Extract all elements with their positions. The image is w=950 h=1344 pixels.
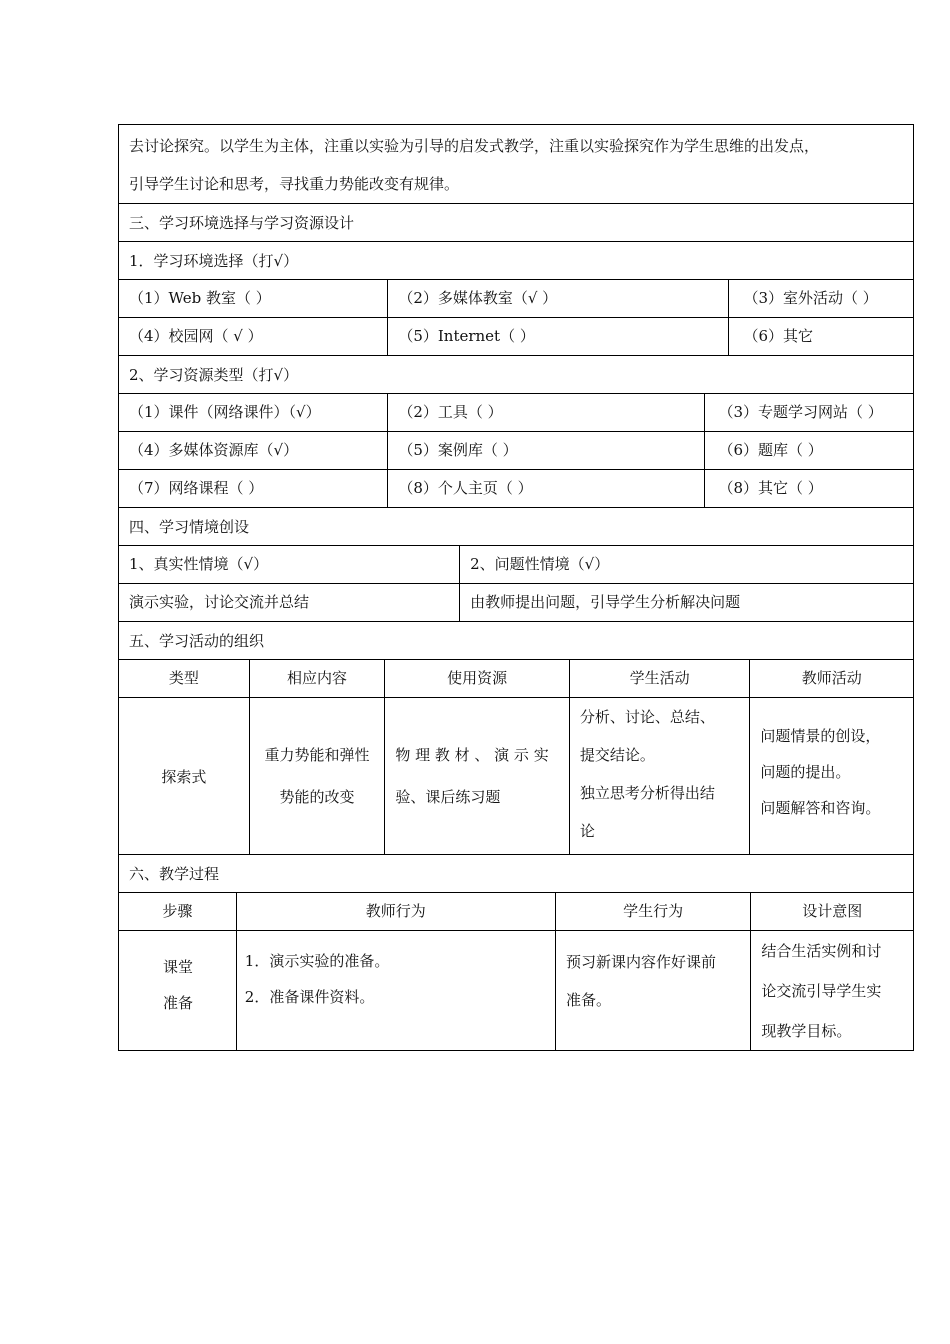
activity-content bbox=[250, 698, 386, 854]
section-heading-4: 四、学习情境创设 bbox=[118, 508, 914, 546]
resource-option: （3）专题学习网站（ ） bbox=[718, 403, 883, 421]
situation-desc-row bbox=[118, 584, 914, 622]
env-option: （5）Internet（ ） bbox=[388, 318, 729, 355]
resource-option: （2）工具（ ） bbox=[388, 394, 704, 431]
resources-line: 验、课后练习题 bbox=[395, 788, 501, 806]
process-row bbox=[118, 931, 914, 1051]
resource-option: （7）网络课程（ ） bbox=[119, 470, 388, 507]
resource-option: （4）多媒体资源库（√） bbox=[119, 432, 388, 469]
section-heading-6: 六、教学过程 bbox=[118, 855, 914, 893]
activity-teacher bbox=[750, 698, 913, 854]
header-cell: 设计意图 bbox=[802, 902, 863, 920]
teacher-action: 1．演示实验的准备。 bbox=[244, 952, 390, 970]
situation-real: 1、真实性情境（√） bbox=[119, 546, 460, 583]
resource-option: （1）课件（网络课件）（√） bbox=[119, 394, 388, 431]
resource-option: （8）其它（ ） bbox=[718, 479, 823, 497]
env-option: （6）其它 bbox=[743, 327, 813, 345]
intro-line-1: 去讨论探究。以学生为主体，注重以实验为引导的启发式教学，注重以实验探究作为学生思维的出发点， bbox=[129, 137, 820, 155]
intent-line: 结合生活实例和讨 bbox=[761, 942, 882, 960]
intro-paragraph bbox=[118, 124, 914, 204]
activity-type-text: 探索式 bbox=[161, 767, 207, 786]
resource-options-row-1 bbox=[118, 394, 914, 432]
activity-type bbox=[119, 698, 250, 854]
header-cell: 步骤 bbox=[119, 893, 237, 930]
env-option: （3）室外活动（ ） bbox=[743, 289, 878, 307]
situation-real-desc: 演示实验，讨论交流并总结 bbox=[119, 584, 460, 621]
intent-line: 现教学目标。 bbox=[761, 1022, 852, 1040]
resource-options-row-3 bbox=[118, 470, 914, 508]
student-action: 准备。 bbox=[565, 991, 611, 1009]
resource-option: （6）题库（ ） bbox=[718, 441, 823, 459]
student-line: 独立思考分析得出结 bbox=[579, 784, 715, 802]
situation-problem-desc: 由教师提出问题，引导学生分析解决问题 bbox=[470, 593, 741, 611]
intro-line-2: 引导学生讨论和思考，寻找重力势能改变有规律。 bbox=[129, 175, 460, 193]
env-option: （4）校园网（ √ ） bbox=[119, 318, 388, 355]
student-line: 论 bbox=[579, 822, 595, 840]
section-heading-5: 五、学习活动的组织 bbox=[118, 622, 914, 660]
intent-line: 论交流引导学生实 bbox=[761, 982, 882, 1000]
lesson-plan-table bbox=[118, 124, 914, 1051]
header-cell: 类型 bbox=[119, 660, 250, 697]
teacher-line: 问题情景的创设， bbox=[760, 727, 881, 745]
resource-heading: 2、学习资源类型（打√） bbox=[118, 356, 914, 394]
activity-row bbox=[118, 698, 914, 855]
teacher-line: 问题解答和咨询。 bbox=[760, 799, 881, 817]
header-cell: 教师行为 bbox=[237, 893, 556, 930]
resources-line: 物 理 教 材 、 演 示 实 bbox=[395, 746, 549, 764]
section-heading-3: 三、学习环境选择与学习资源设计 bbox=[118, 204, 914, 242]
env-options-row-2 bbox=[118, 318, 914, 356]
header-cell: 学生行为 bbox=[556, 893, 752, 930]
situation-problem: 2、问题性情境（√） bbox=[470, 555, 610, 573]
student-line: 提交结论。 bbox=[579, 746, 655, 764]
process-intent bbox=[751, 931, 913, 1050]
env-option: （2）多媒体教室（√ ） bbox=[388, 280, 729, 317]
resource-option: （8）个人主页（ ） bbox=[388, 470, 704, 507]
process-step bbox=[119, 931, 237, 1050]
student-action: 预习新课内容作好课前 bbox=[565, 953, 716, 971]
student-line: 分析、讨论、总结、 bbox=[579, 708, 715, 726]
situation-row bbox=[118, 546, 914, 584]
process-student bbox=[556, 931, 751, 1050]
env-options-row-1 bbox=[118, 280, 914, 318]
content-line: 重力势能和弹性 bbox=[264, 746, 370, 764]
header-cell: 相应内容 bbox=[250, 660, 386, 697]
env-heading: 1．学习环境选择（打√） bbox=[118, 242, 914, 280]
activity-student bbox=[570, 698, 751, 854]
header-cell: 学生活动 bbox=[570, 660, 751, 697]
process-header-row bbox=[118, 893, 914, 931]
process-teacher bbox=[237, 931, 556, 1050]
teacher-action: 2．准备课件资料。 bbox=[244, 988, 375, 1006]
step-line: 课堂 bbox=[163, 958, 194, 976]
activity-header-row bbox=[118, 660, 914, 698]
header-cell: 教师活动 bbox=[801, 669, 862, 687]
resource-options-row-2 bbox=[118, 432, 914, 470]
resource-option: （5）案例库（ ） bbox=[388, 432, 704, 469]
header-cell: 使用资源 bbox=[385, 660, 570, 697]
activity-resources bbox=[385, 698, 570, 854]
env-option: （1）Web 教室（ ） bbox=[119, 280, 388, 317]
teacher-line: 问题的提出。 bbox=[760, 763, 851, 781]
content-line: 势能的改变 bbox=[279, 788, 355, 806]
step-line: 准备 bbox=[163, 994, 194, 1012]
